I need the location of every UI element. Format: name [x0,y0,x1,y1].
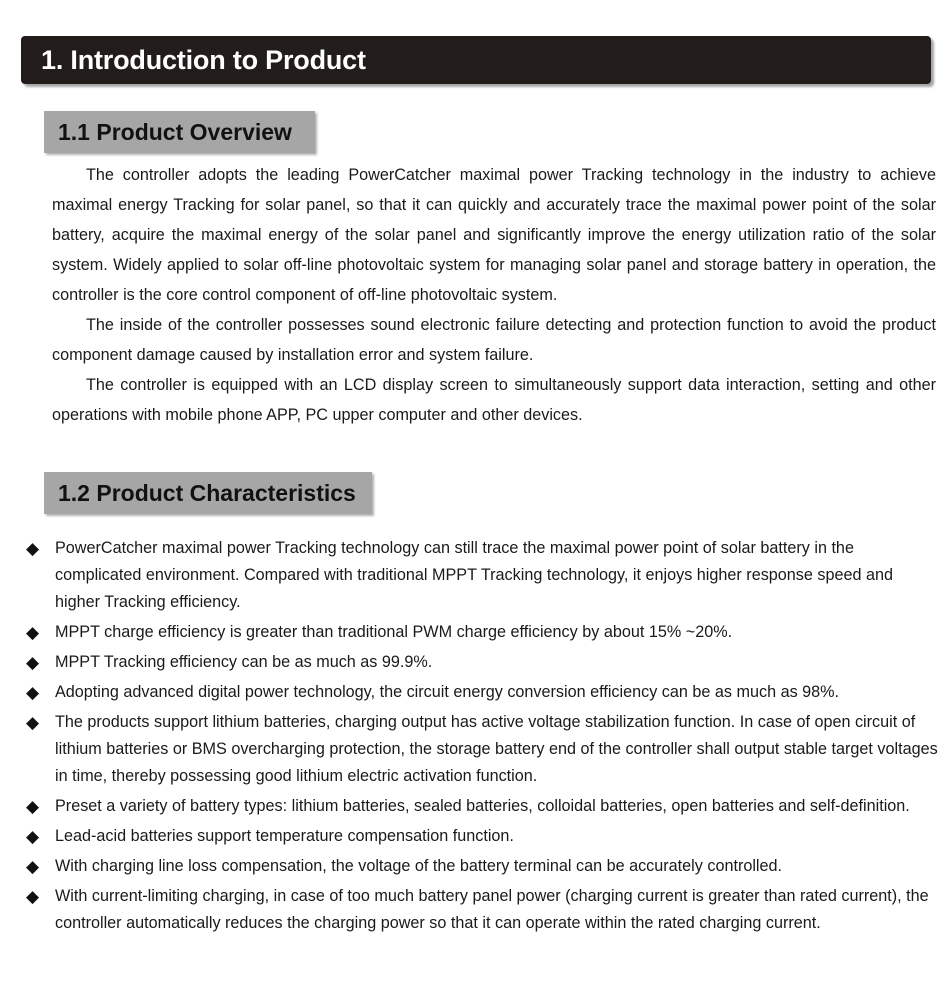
list-item [26,535,938,616]
list-item-text: MPPT charge efficiency is greater than traditional PWM charge efficiency by about 15% ~20%. [55,623,733,641]
list-item-text: Adopting advanced digital power technology, the circuit energy conversion efficiency can be as much as 98%. [55,683,840,701]
list-item-text: PowerCatcher maximal power Tracking technology can still trace the maximal power point of solar battery in the complicated environment. Compared with traditional MPPT Tracking technology, it enjoys higher response speed and higher Tracking efficiency. [55,539,894,611]
chapter-title: 1. Introduction to Product [41,45,366,75]
list-item [26,679,938,706]
section-header-characteristics [44,472,372,514]
list-item-text: Preset a variety of battery types: lithium batteries, sealed batteries, colloidal batteries, open batteries and self-definition. [55,797,910,815]
diamond-bullet-icon: ◆ [26,653,40,672]
list-item-text: MPPT Tracking efficiency can be as much as 99.9%. [55,653,433,671]
list-item [26,793,938,820]
diamond-bullet-icon: ◆ [26,539,40,558]
list-item-text: Lead-acid batteries support temperature compensation function. [55,827,514,845]
characteristics-list [26,535,938,940]
chapter-title-bar [21,36,931,84]
list-item-text: With charging line loss compensation, the voltage of the battery terminal can be accurately controlled. [55,857,783,875]
section-heading-characteristics: 1.2 Product Characteristics [58,480,356,506]
overview-paragraph: The inside of the controller possesses sound electronic failure detecting and protection function to avoid the product component damage caused by installation error and system failure. [52,316,936,364]
list-item [26,709,938,790]
list-item [26,619,938,646]
diamond-bullet-icon: ◆ [26,623,40,642]
diamond-bullet-icon: ◆ [26,797,40,816]
list-item [26,883,938,937]
diamond-bullet-icon: ◆ [26,857,40,876]
list-item-text: The products support lithium batteries, charging output has active voltage stabilization function. In case of open circuit of lithium batteries or BMS overcharging protection, the storage battery end of the controller shall output stable target voltages in time, thereby possessing good lithium electric activation function. [55,713,938,785]
overview-paragraph: The controller adopts the leading PowerCatcher maximal power Tracking technology in the industry to achieve maximal energy Tracking for solar panel, so that it can quickly and accurately trace the maximal power point of the solar battery, acquire the maximal energy of the solar panel and significantly improve the energy utilization ratio of the solar system. Widely applied to solar off-line photovoltaic system for managing solar panel and storage battery in operation, the controller is the core control component of off-line photovoltaic system. [52,166,936,304]
list-item [26,649,938,676]
diamond-bullet-icon: ◆ [26,713,40,732]
overview-paragraph: The controller is equipped with an LCD display screen to simultaneously support data interaction, setting and other operations with mobile phone APP, PC upper computer and other devices. [52,376,936,424]
overview-body [52,160,936,430]
diamond-bullet-icon: ◆ [26,683,40,702]
list-item [26,823,938,850]
diamond-bullet-icon: ◆ [26,827,40,846]
list-item-text: With current-limiting charging, in case of too much battery panel power (charging current is greater than rated current), the controller automatically reduces the charging power so that it can operate within the rated charging current. [55,887,929,932]
diamond-bullet-icon: ◆ [26,887,40,906]
section-heading-overview: 1.1 Product Overview [58,119,292,145]
list-item [26,853,938,880]
section-header-overview [44,111,315,153]
